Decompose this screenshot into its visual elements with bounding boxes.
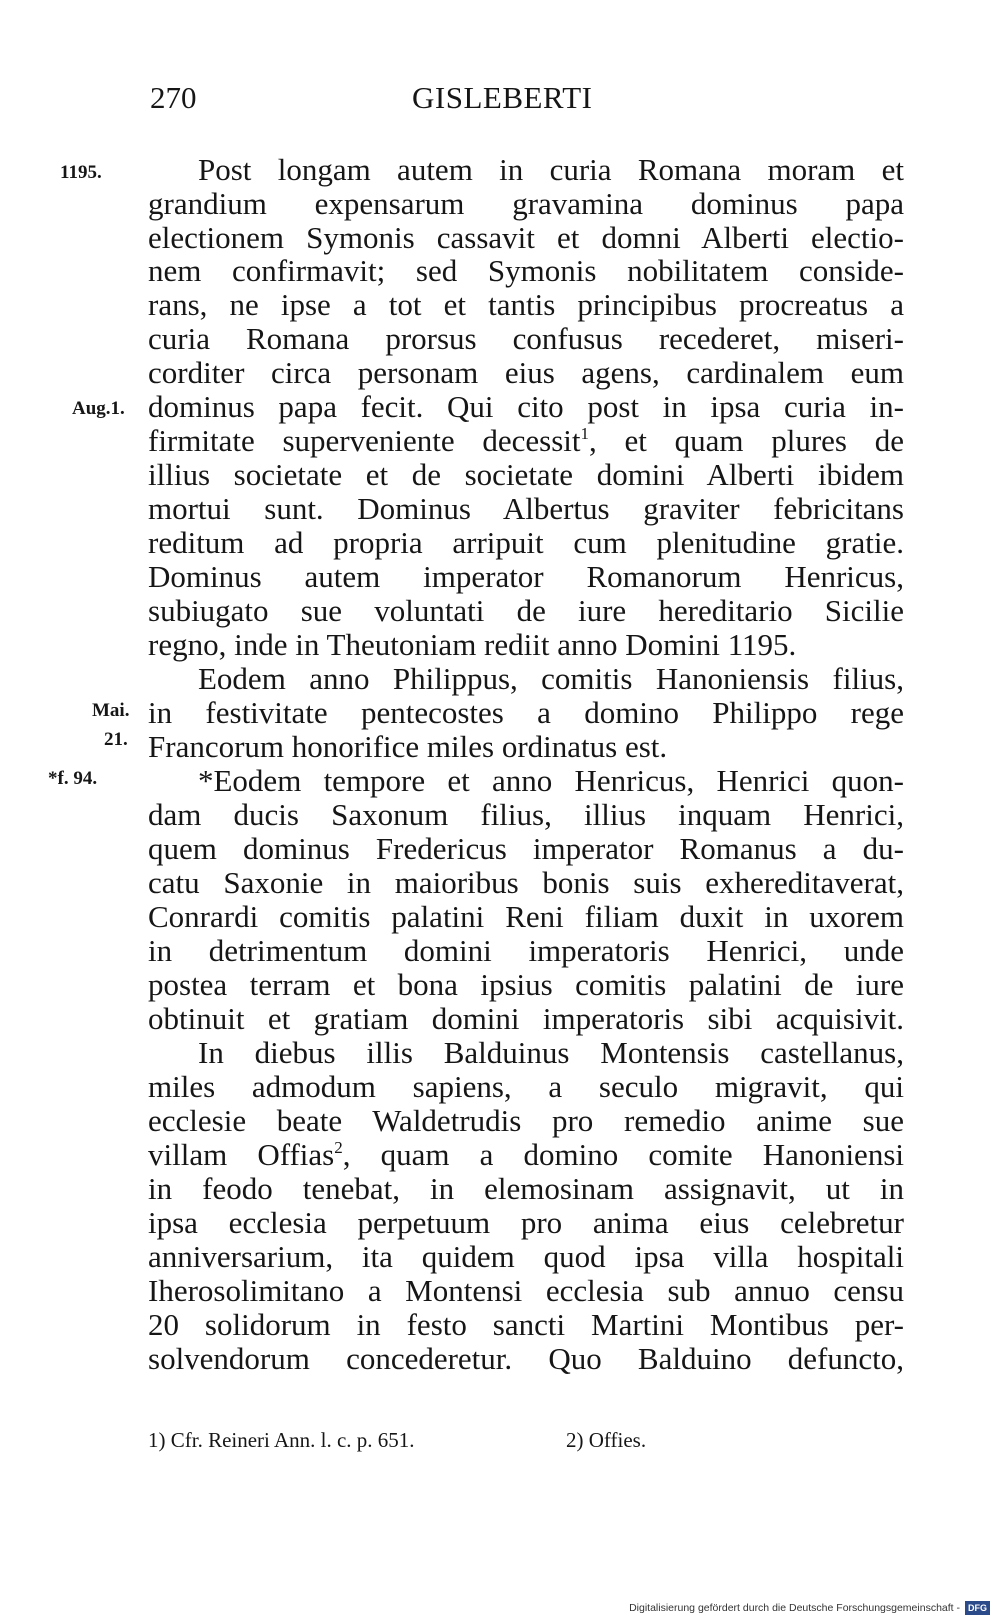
text-line: Eodem anno Philippus, comitis Hanoniensis filius, — [198, 662, 904, 696]
text-line: Francorum honorifice miles ordinatus est. — [148, 730, 668, 764]
text-line: 20 solidorum in festo sancti Martini Montibus per- — [148, 1308, 904, 1342]
footnote-ref: 2 — [334, 1138, 343, 1157]
text-segment: , et quam plures de — [589, 424, 904, 458]
text-line: subiugato sue voluntati de iure hereditario Sicilie — [148, 594, 904, 628]
text-line: ecclesie beate Waldetrudis pro remedio anime sue — [148, 1104, 904, 1138]
text-segment: villam Offias — [148, 1138, 335, 1172]
text-line: electionem Symonis cassavit et domni Alberti electio- — [148, 221, 904, 255]
text-line: In diebus illis Balduinus Montensis castellanus, — [198, 1036, 904, 1070]
text-line: Post longam autem in curia Romana moram et — [198, 153, 904, 187]
text-segment: Eodem tempore et anno Henricus, Henrici quon- — [213, 764, 904, 798]
page-number: 270 — [150, 80, 197, 115]
margin-year: 1195. — [60, 162, 102, 183]
text-line: nem confirmavit; sed Symonis nobilitatem conside- — [148, 254, 904, 288]
text-line: regno, inde in Theutoniam rediit anno Domini 1195. — [148, 628, 797, 662]
margin-date-day: 21. — [104, 729, 128, 750]
margin-date-aug: Aug.1. — [72, 398, 125, 419]
text-line — [148, 424, 904, 458]
footnote-ref: 1 — [580, 424, 589, 443]
text-line: Iherosolimitano a Montensi ecclesia sub annuo censu — [148, 1274, 904, 1308]
running-title: GISLEBERTI — [412, 80, 593, 115]
text-line: dam ducis Saxonum filius, illius inquam Henrici, — [148, 798, 904, 832]
digitization-note: Digitalisierung gefördert durch die Deutsche Forschungsgemeinschaft - — [629, 1602, 960, 1614]
text-line: catu Saxonie in maioribus bonis suis exhereditaverat, — [148, 866, 904, 900]
text-line: corditer circa personam eius agens, cardinalem eum — [148, 356, 904, 390]
text-line: solvendorum concederetur. Quo Balduino defuncto, — [148, 1342, 904, 1376]
footnote-2: 2) Offies. — [566, 1428, 647, 1452]
margin-date-mai: Mai. — [92, 700, 130, 721]
text-line: in feodo tenebat, in elemosinam assignavit, ut in — [148, 1172, 904, 1206]
text-line: postea terram et bona ipsius comitis palatini de iure — [148, 968, 904, 1002]
text-line: mortui sunt. Dominus Albertus graviter febricitans — [148, 492, 904, 526]
text-line: quem dominus Fredericus imperator Romanus a du- — [148, 832, 904, 866]
text-line: in festivitate pentecostes a domino Philippo rege — [148, 696, 904, 730]
text-line: Conrardi comitis palatini Reni filiam duxit in uxorem — [148, 900, 904, 934]
text-segment: , quam a domino comite Hanoniensi — [342, 1138, 904, 1172]
text-line: miles admodum sapiens, a seculo migravit, qui — [148, 1070, 904, 1104]
text-line: in detrimentum domini imperatoris Henrici, unde — [148, 934, 904, 968]
text-line: ipsa ecclesia perpetuum pro anima eius celebretur — [148, 1206, 904, 1240]
dfg-logo: DFG — [965, 1601, 990, 1615]
text-line: Dominus autem imperator Romanorum Henricus, — [148, 560, 904, 594]
text-segment: firmitate superveniente decessit — [148, 424, 581, 458]
footnote-1: 1) Cfr. Reineri Ann. l. c. p. 651. — [148, 1428, 415, 1452]
text-line: reditum ad propria arripuit cum plenitudine gratie. — [148, 526, 904, 560]
text-line: illius societate et de societate domini Alberti ibidem — [148, 458, 904, 492]
text-line: curia Romana prorsus confusus recederet, miseri- — [148, 322, 904, 356]
text-line — [148, 1138, 904, 1172]
text-line — [198, 764, 904, 798]
folio-mark: * — [198, 764, 214, 798]
text-line: dominus papa fecit. Qui cito post in ipsa curia in- — [148, 390, 904, 424]
text-line: obtinuit et gratiam domini imperatoris sibi acquisivit. — [148, 1002, 904, 1036]
text-line: rans, ne ipse a tot et tantis principibus procreatus a — [148, 288, 904, 322]
text-line: anniversarium, ita quidem quod ipsa villa hospitali — [148, 1240, 904, 1274]
text-line: grandium expensarum gravamina dominus papa — [148, 187, 904, 221]
margin-folio: *f. 94. — [48, 768, 98, 789]
